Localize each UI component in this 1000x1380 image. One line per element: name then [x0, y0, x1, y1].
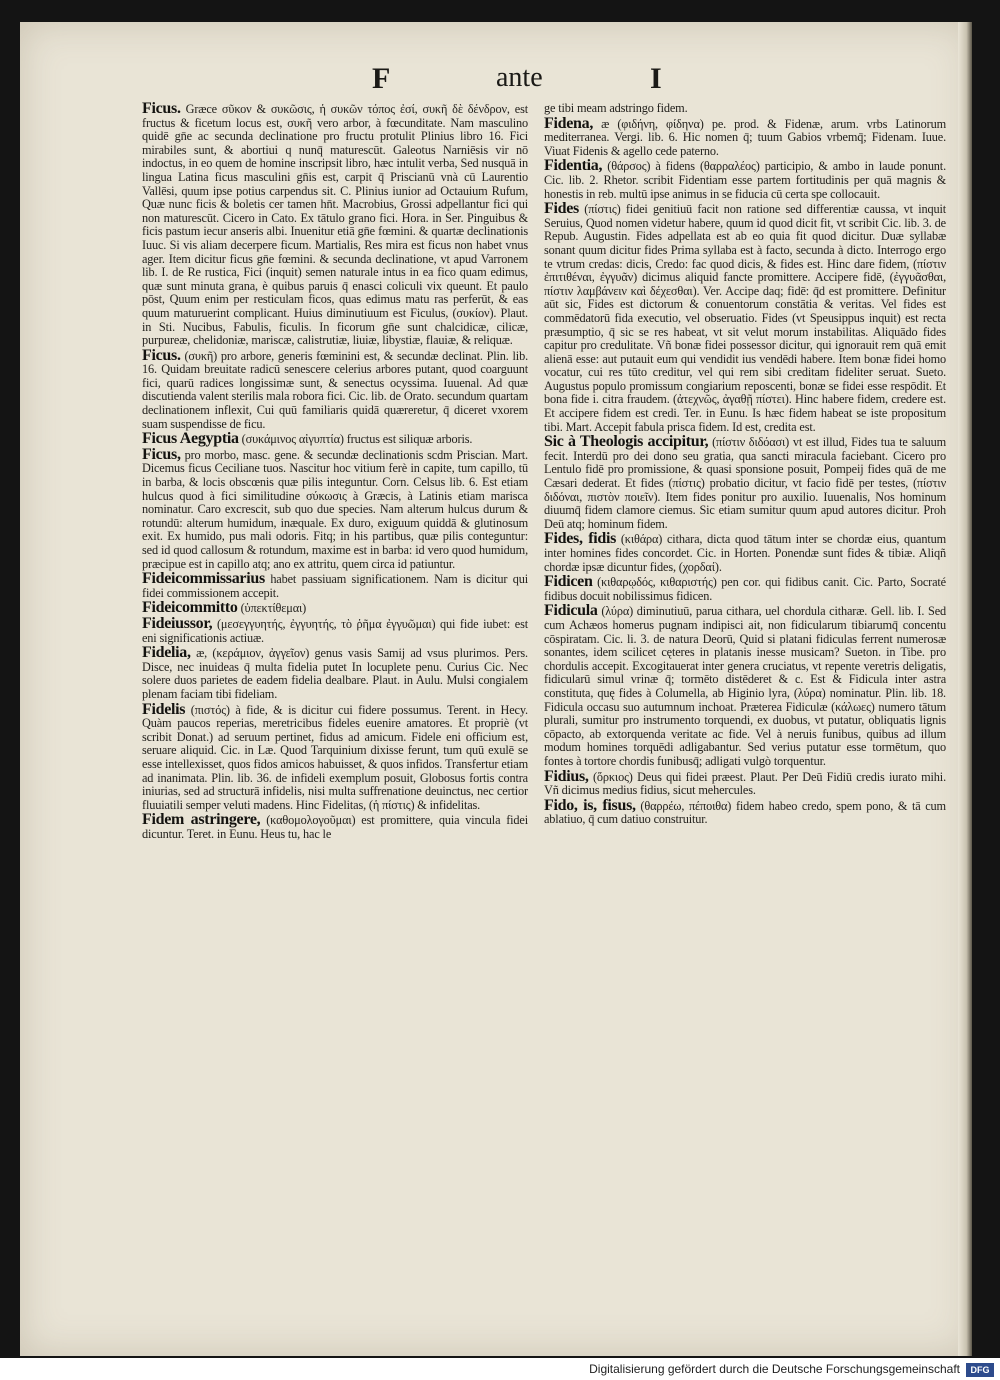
entry-headword: Ficus Aegyptia — [142, 430, 239, 448]
left-column — [142, 102, 528, 842]
entry-text: Græce σῦκον & συκῶσις, ἡ συκῶν τόπος ἐσί, συκῆ δὲ δένδρον, est fructus & ficetum locus est, συκῆ vero arbor, à fœcunditate. Nam masculino quidē gn̄e ac secunda declinatione pro fructu protulit Plinius libro 16. Fici mirabiles sunt, & abortiui q nunq̄ maturescūt. Galeotus Narniēsis vir nō indoctus, in eo quem de homine inscripsit libro, hæc intulit verba, Sed nusquā in lingua Latina ficus masculini gn̄is est, carpit q̄ Priscianū vnà cū Laurentio Vallēsi, quum ipse potius carpendus sit. C. Plinius iunior ad Octauium Rufum, Quæ nunc ficis & boletis cer tamen hn̄t. Macrobius, Grossi adpellantur fici qui non maturescūt. Cicero in Cato. Ex tātulo grano fici. Hora. in Ser. Pinguibus & ficis pastum iecur anseris albi. Inuenitur etiā gn̄e fœmini. & quartæ declinationis Iuuc. Si vis aliam decerpere ficum. Martialis, Res mira est ficus non habet vnus ager. Item dicitur ficus gn̄e fœmini. & secunda declinatione, vt apud Varronem lib. I. de Re rustica, Fici (inquit) semen naturale intus in ea fico quam edimus, quæ sunt minuta grana, è quibus paruis q̄ enasci coliculi vix queunt. Et paulo pōst, Quum enim per resticulam ficos, quas edimus matu ras perferūt, & eas quum maturuerint complicant. Huius diminutiuum est Ficulus, (συκίον). Plaut. in Sti. Nucibus, Fabulis, ficulis. In ficorum gn̄e sunt chalcidicæ, cilicæ, purpureæ, chelidoniæ, mariscæ, calistrutiæ, liuiæ, libystiæ, flauiæ, & reliquæ. — [142, 102, 528, 348]
entry-text: ge tibi meam adstringo fidem. — [544, 101, 688, 115]
dictionary-entry — [142, 102, 528, 348]
entry-text: (συκάμινος αἰγυπτία) fructus est siliquæ arboris. — [241, 432, 473, 447]
dictionary-entry — [544, 575, 946, 603]
entry-text: (πίστις) fidei genitiuū facit non ratione sed differentiæ caussa, vt inquit Seruius, Quod nomen videtur habere, quum id quod dicit fit, vt scribit Cic. lib. 3. de Repub. Augustin. Fides adpellata est ab eo quia fit quod dicitur. Duæ syllabæ sonant quum dicitur fides Prima syllaba est à facto, secunda à dicto. Interrogo ergo te vtrum credas: dicis, Credo: fac quod dicis, & fides est. Hinc dare fidem, (πίστιν ἐπιτιθέναι, ἐγγυᾶν) dicimus aliquid fancte promittere. Accipere fidē, (ἐγγυᾶσθαι, πίστιν λαμβάνειν καὶ δέχεσθαι). Ver. Accipe daq; fidē: q̄d est promittere. Definitur aūt sic, Fides est dictorum & conuentorum constātia & veritas. Vel fides est commēdatorū fida executio, vel obseruatio. Fides (vt Speusippus inquit) est recta præsumptio, q̄ sic se res habeat, vt sit velut morum instabilitas. Aliquādo fides capitur pro credulitate. Vñ bonæ fidei possessor dicitur, qui ignorauit rem quā emit alienā esse: aut putauit eum qui vendidit ius vendēdi habere. Item bonæ fidei homo vocatur, cui res tūto creditur, vel qui rem sibi creditam fideliter seruat. Sueto. Augustus populo promissum congiarium reposcenti, bonæ se fidei esse respōdit. Et bona fide i. citra fraudem. (ἀτεχνῶς, ἀγαθῇ πίστει). Hinc habere fidem, credere est. Et accipere fidem est credi. Ter. in Eunu. Is hæc fidem habeat se iste propositum tibi. Mart. Accepit fabula prisca fidem. Id est, credita est. — [544, 202, 946, 434]
entry-headword: Fidicen — [544, 573, 593, 591]
dictionary-entry — [544, 604, 946, 768]
entry-text: habet passiuam significationem. Nam is dicitur qui fidei commissionem accepit. — [142, 572, 528, 600]
dictionary-entry — [142, 646, 528, 701]
running-head-word: ante — [496, 62, 543, 93]
dfg-logo: DFG — [966, 1363, 994, 1377]
entry-text: æ (φιδήνη, φίδηνα) pe. prod. & Fidenæ, arum. vrbs Latinorum mediterranea. Vergi. lib. 6. Hic nomen q̄; tuum Gabios vrbemq̄; Fidenam. Iuue. Viuat Fidenis & agello cede paterno. — [544, 116, 946, 158]
dictionary-entry — [142, 432, 528, 447]
dictionary-entry — [142, 700, 528, 813]
dictionary-entry — [544, 102, 946, 116]
entry-headword: Ficus. — [142, 100, 181, 117]
entry-text: (μεσεγγυητής, ἐγγυητής, τὸ ῥῆμα ἐγγυῶμαι) qui fide iubet: est eni significationis actiuæ. — [142, 616, 528, 645]
entry-text: (πίστιν διδόασι) vt est illud, Fides tua te saluum fecit. Interdū pro dei dono seu gratia, qua sancti miracula faciebant. Cicero pro Lentulo fidē pro promissione, & quasi sponsione posuit, Pompeij fides quā de me Cæsari dederat. Et fides (πίστις) probatio dicitur, vt facio fidē per testes, (πίστιν διδόναι, πιστὸν ποιεῖν). Item fides ponitur pro auxilio. Iuuenalis, Nos hominum diuumq̄ fidem clamore ciemus. Sic etiam sumitur quum apud autores dicitur. Proh Deū atq; hominum fidem. — [544, 435, 946, 531]
dictionary-entry — [544, 435, 946, 531]
entry-text: (ὅρκιος) Deus qui fidei præest. Plaut. Per Deū Fidiū credis iurato mihi. Vñ dicimus medius fidius, sicut mehercules. — [544, 769, 946, 798]
entry-headword: Fido, is, fisus, — [544, 796, 636, 814]
entry-headword: Fidelis — [142, 700, 186, 718]
entry-headword: Fidicula — [544, 602, 598, 620]
entry-text: (θαρρέω, πέποιθα) fidem habeo credo, spem pono, & tā cum ablatiuo, q̄ cum datiuo construitur. — [544, 798, 946, 827]
dictionary-entry — [142, 346, 528, 432]
entry-text: (πιστός) à fide, & is dicitur cui fidere possumus. Terent. in Hecy. Quàm paucos reperias, meretricibus fideles euenire amatores. Et propriè (vt scribit Donat.) ad seruum pertinet, fidus ad amicum. Fidele eni officium est, seruare aliquid. Cic. in Læ. Quod Tarquinium dixisse ferunt, tum quū exulē se esse intellexisset, quos fidos amicos habuisset, & quos infidos. Transfertur etiam ad inanimata. Plin. lib. 36. de infideli exemplum posuit, Globosus fortis contra iniurias, sed ad structurā infidelis, nisi multa suffrenatione deuinctus, nec certior fluuiatili semper veluti madens. Hinc Fidelitas, (ἡ πίστις) & infidelitas. — [142, 702, 528, 812]
dictionary-entry — [544, 114, 946, 159]
dictionary-entry — [544, 532, 946, 574]
entry-text: (συκῆ) pro arbore, generis fœminini est, & secundæ declinat. Plin. lib. 16. Quidam breuitate radicū senescere celerius arbores putant, quod coarguunt fici, quarū radices longissimæ sunt, & senectus ocyssima. Iuuenal. Ad quæ discutienda valent sterilis mala robora fici. Cic. lib. de Orato. secundum quartam declinationem inflexit, Cui quū familiaris quidā quæreretur, q̄ diceret vxorem suam suspendisse de ficu. — [142, 348, 528, 431]
entry-headword: Fides, fidis — [544, 530, 617, 548]
dictionary-entry — [142, 813, 528, 841]
entry-text: pro morbo, masc. gene. & secundæ declinationis scdm Priscian. Mart. Dicemus ficus Ceciliane tuos. Nascitur hoc vitium ferè in capite, tum capillo, tū in barba, & locis obscœnis quæ pilis integuntur. Corn. Celsus lib. 6. Est etiam hulcus quod à fici similitudine σύκωσις à Græcis, à Latinis etiam marisca nominatur. Caro excrescit, sub quo due species. Nam alterum hulcus durum & rotundū: alterum humidum, inæquale. Ex duro, exiguum quiddā & glutinosum exit. Ex humido, pus mali odoris. Fitq; in his partibus, quæ pilis conteguntur: sed id quod callosum & rotundum, maxime est in barba: id vero quod humidum, præcipue est in capillo atq; ano ex attritu, quem circa id patiuntur. — [142, 447, 528, 571]
entry-text: (κιθαρῳδός, κιθαριστής) pen cor. qui fidibus canit. Cic. Parto, Socraté fidibus docuit nobilissimus fidicen. — [544, 575, 946, 603]
entry-headword: Ficus, — [142, 445, 181, 463]
entry-text: (θάρσος) à fidens (θαρραλέος) participio, & ambo in laude ponunt. Cic. lib. 2. Rhetor. scribit Fidentiam esse partem fortitudinis per quā magnis & honestis in reb. multū ipse animus in se fiducia cū certa spe collocauit. — [544, 159, 947, 201]
page-edge — [958, 22, 972, 1356]
dictionary-entry — [142, 572, 528, 600]
entry-headword: Fideicommitto — [142, 599, 238, 617]
entry-headword: Fides — [544, 200, 579, 218]
right-column — [544, 102, 946, 828]
entry-headword: Fideicommissarius — [142, 570, 265, 588]
dictionary-entry — [544, 159, 946, 201]
running-head — [20, 62, 972, 102]
entry-headword: Sic à Theologis accipitur, — [544, 433, 709, 451]
entry-text: æ, (κεράμιον, ἀγγεῖον) genus vasis Samij ad vsus plurimos. Pers. Disce, nec inuideas q̄ multa fidelia putet In locuplete penu. Curius Cic. Nec solere duos parietes de eadem fidelia dealbare. Plaut. in Aulu. Mulsi congialem plenam faciam tibi fideliam. — [142, 646, 528, 701]
dictionary-entry — [142, 614, 528, 645]
dictionary-entry — [544, 767, 946, 798]
dictionary-entry — [544, 796, 946, 827]
entry-text: (ὑπεκτίθεμαι) — [240, 601, 307, 616]
dictionary-entry — [142, 601, 528, 616]
entry-headword: Fideiussor, — [142, 614, 213, 632]
running-head-letter-left: F — [372, 62, 391, 95]
book-page — [20, 22, 972, 1356]
digitization-credit: Digitalisierung gefördert durch die Deutsche Forschungsgemeinschaft — [589, 1362, 960, 1376]
dictionary-entry — [142, 445, 528, 571]
running-head-letter-right: I — [650, 62, 662, 95]
entry-headword: Ficus. — [142, 346, 181, 364]
dictionary-entry — [544, 202, 946, 434]
entry-headword: Fidius, — [544, 767, 589, 785]
entry-headword: Fidentia, — [544, 157, 603, 175]
entry-text: (καθομολογοῦμαι) est promittere, quia vincula fidei dicuntur. Teret. in Eunu. Heus tu, hac le — [142, 813, 528, 841]
entry-text: (λύρα) diminutiuū, parua cithara, uel chordula citharæ. Gell. lib. I. Sed cum Achæos homerus pugnam indipisci ait, non fidicularum tibiarumq̄ concentu cōspiratam. Cic. li. 3. de natura Deorū, Quid si platani fidiculas ferrent numerosæ sonantes, idem scilicet cęteres in platanis inesse musicam? Sueton. in Tibe. pro chordulis accepit. Excogitauerat inter genera cruciatus, vt repente veretris deligatis, fidicularū simul vrinæ q̄; tormēto distēderet & c. Est & Fidicula inter astra constituta, quę fides à Columella, ab Higinio lyra, (λύρα) nominatur. Plin. lib. 18. Fidicula occasu suo autumnum inchoat. Præterea Fidiculæ (κάλωες) numero tātum plurali, sumitur pro instrumento torquendi, ex duobus, vt putatur, obliquatis lignis cōpacto, ab extorquenda veritate ac fide. Vel à neruis funibus, quibus ad illum modum homines torquēdi adligabantur. Sed verius putatur esse tormētum, quo fontes à tortore chordis funibusq̄; adligati vulgò torquentur. — [544, 604, 946, 768]
entry-headword: Fidena, — [544, 114, 594, 132]
entry-headword: Fidelia, — [142, 644, 191, 662]
footer-bar — [0, 1360, 1000, 1380]
entry-headword: Fidem astringere, — [142, 811, 261, 829]
entry-text: (κιθάρα) cithara, dicta quod tātum inter se chordæ eius, quantum inter homines fides concordet. Cic. in Horten. Ponendæ sunt fides & tibiæ. Aliqñ chordæ ipsæ dicuntur fides, (χορδαί). — [544, 532, 946, 574]
